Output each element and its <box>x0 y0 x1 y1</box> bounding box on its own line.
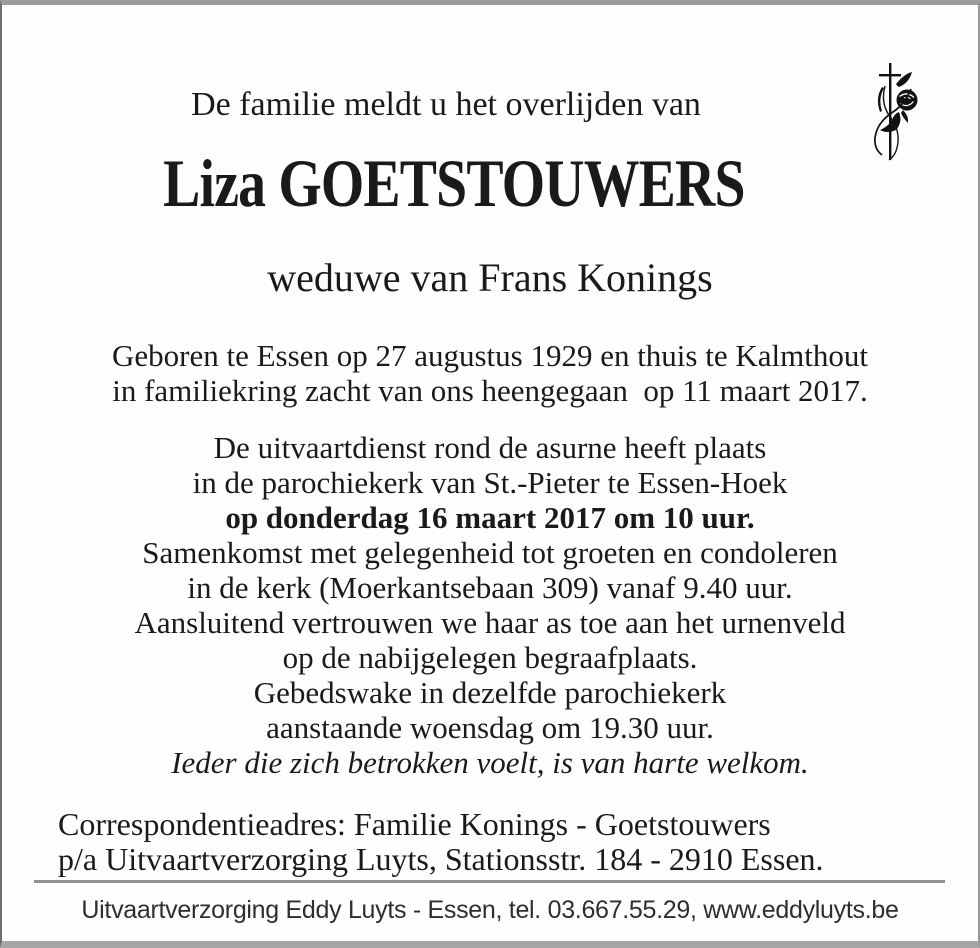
service-line: in de kerk (Moerkantsebaan 309) vanaf 9.40 uur. <box>187 570 793 605</box>
birth-death-line: Geboren te Essen op 27 augustus 1929 en thuis te Kalmthout <box>112 338 868 373</box>
deceased-name: Liza GOETSTOUWERS <box>163 145 745 221</box>
service-line: in de parochiekerk van St.-Pieter te Essen-Hoek <box>192 465 788 500</box>
widow-of-line: weduwe van Frans Konings <box>267 255 713 300</box>
correspondence-line: Correspondentieadres: Familie Konings - Goetstouwers <box>58 806 771 842</box>
welcome-line: Ieder die zich betrokken voelt, is van harte welkom. <box>171 745 809 780</box>
service-line: op de nabijgelegen begraafplaats. <box>282 640 698 675</box>
birth-death-paragraph <box>2 338 978 408</box>
announcement-intro: De familie meldt u het overlijden van <box>191 86 701 123</box>
correspondence-line: p/a Uitvaartverzorging Luyts, Stationsstr. 184 - 2910 Essen. <box>58 841 824 877</box>
service-line: De uitvaartdienst rond de asurne heeft plaats <box>213 430 767 465</box>
service-datetime-line: op donderdag 16 maart 2017 om 10 uur. <box>225 500 755 535</box>
service-line: Aansluitend vertrouwen we haar as toe aan het urnenveld <box>134 605 846 640</box>
service-paragraph <box>2 430 978 780</box>
footer-divider <box>34 880 945 883</box>
correspondence-block <box>58 807 948 877</box>
birth-death-line: in familiekring zacht van ons heengegaan op 11 maart 2017. <box>112 373 868 408</box>
service-line: aanstaande woensdag om 19.30 uur. <box>266 710 714 745</box>
service-line: Samenkomst met gelegenheid tot groeten en condoleren <box>142 535 838 570</box>
service-line: Gebedswake in dezelfde parochiekerk <box>253 675 727 710</box>
funeral-home-footer: Uitvaartverzorging Eddy Luyts - Essen, tel. 03.667.55.29, www.eddyluyts.be <box>81 896 899 924</box>
